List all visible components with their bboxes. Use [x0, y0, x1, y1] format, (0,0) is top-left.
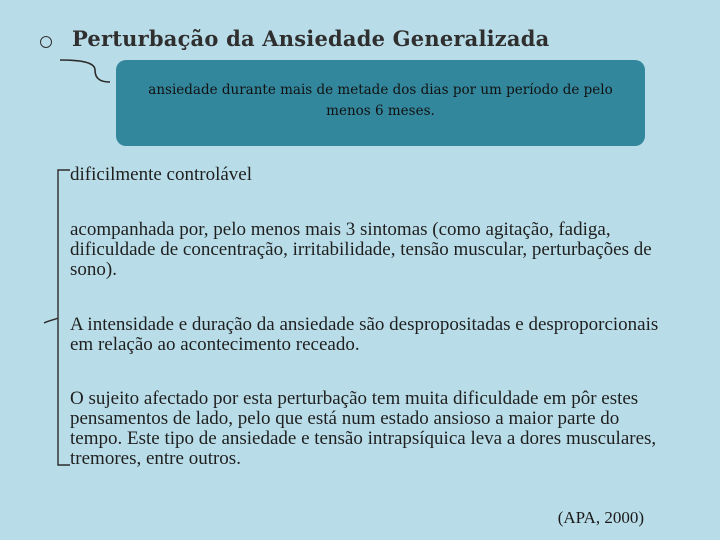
list-item: O sujeito afectado por esta perturbação tem muita dificuldade em pôr estes pensamentos de lado, pelo que está num estado ansioso a maior parte do tempo. Este tipo de ansiedade e tensão intrapsíquica leva a dores musculares, tremores, entre outros. — [70, 388, 657, 469]
definition-box — [116, 60, 645, 146]
title-row — [40, 26, 549, 51]
list-item: acompanhada por, pelo menos mais 3 sintomas (como agitação, fadiga, dificuldade de concentração, irritabilidade, tensão muscular, perturbações de sono). — [70, 219, 652, 280]
list-item: dificilmente controlável — [70, 164, 253, 185]
definition-text: ansiedade durante mais de metade dos dias por um período de pelo menos 6 meses. — [148, 82, 613, 119]
bracket-tick-icon — [44, 318, 58, 323]
slide-title: Perturbação da Ansiedade Generalizada — [72, 26, 550, 51]
citation: (APA, 2000) — [557, 508, 644, 527]
bracket-icon — [58, 170, 70, 465]
circle-bullet-icon — [40, 36, 52, 48]
list-item: A intensidade e duração da ansiedade são despropositadas e desproporcionais em relação ao acontecimento receado. — [70, 314, 659, 355]
curve-connector-icon — [60, 60, 110, 82]
